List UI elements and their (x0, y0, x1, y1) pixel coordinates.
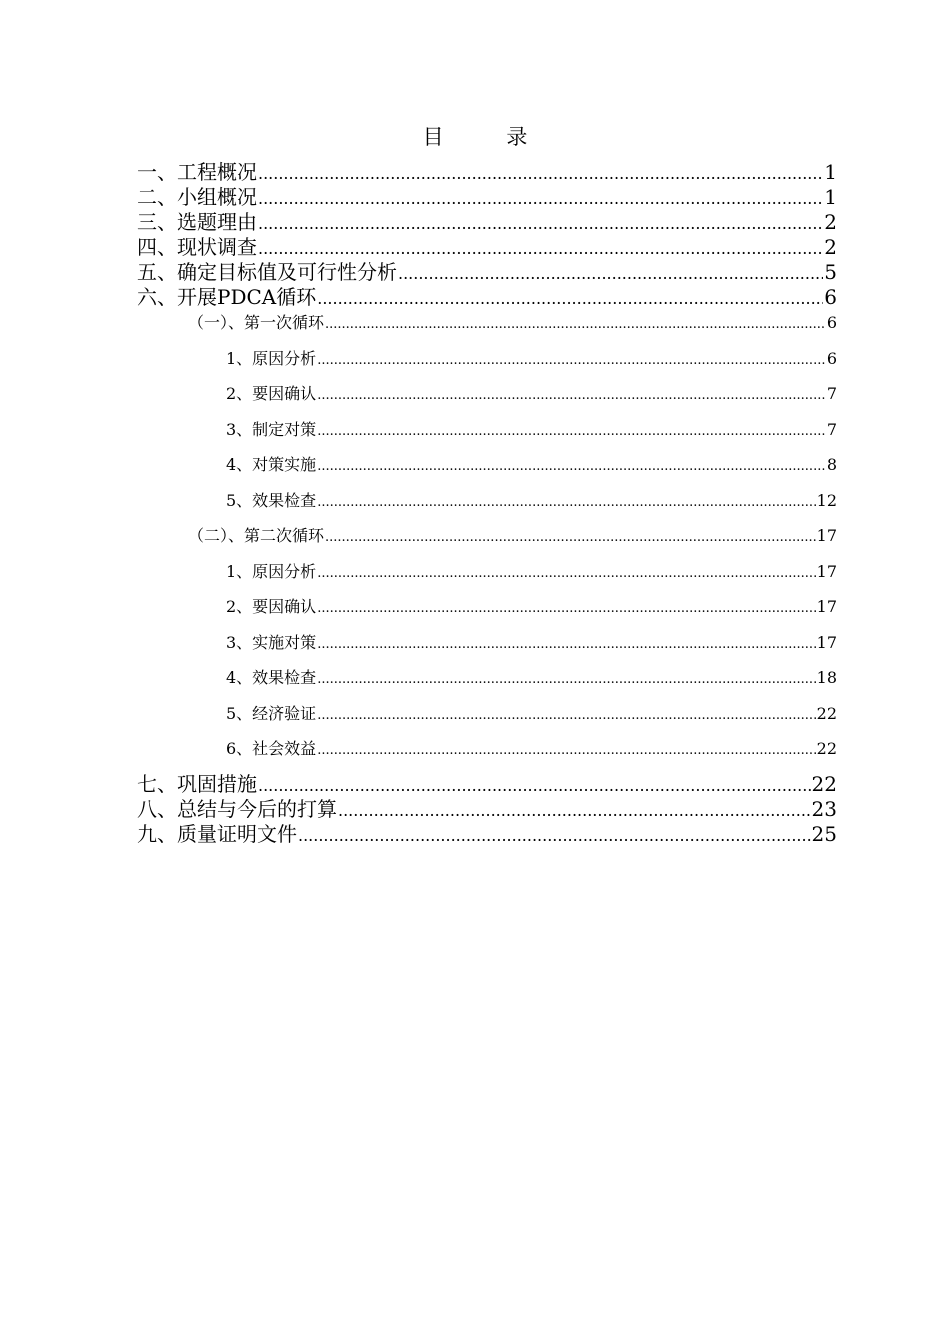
dot-leader (325, 312, 826, 338)
toc-entry-page: 7 (826, 384, 837, 403)
toc-entry-page: 17 (816, 632, 837, 652)
toc-entry-page: 22 (816, 703, 837, 723)
toc-entry-label: 2、要因确认 (226, 384, 317, 403)
toc-entry-page: 6 (826, 348, 837, 368)
toc-entry-8[interactable] (137, 797, 837, 822)
toc-entry-cycle-2-6[interactable] (137, 736, 837, 772)
toc-entry-label: 三、选题理由 (137, 210, 257, 234)
toc-entry-cycle-2-1[interactable] (137, 559, 837, 595)
toc-entry-page: 12 (816, 490, 837, 510)
toc-entry-page: 18 (816, 668, 837, 687)
toc-entry-page: 6 (826, 313, 837, 332)
dot-leader (258, 236, 823, 260)
toc-entry-cycle-2-2[interactable] (137, 594, 837, 630)
dot-leader (317, 348, 826, 374)
toc-entry-page: 2 (824, 210, 837, 234)
dot-leader (258, 161, 823, 185)
toc-entry-label: 九、质量证明文件 (137, 821, 297, 846)
dot-leader (317, 632, 815, 658)
dot-leader (317, 561, 815, 587)
toc-title: 目 录 (422, 125, 556, 149)
toc-entry-label: 四、现状调查 (137, 235, 257, 259)
toc-entry-cycle-1-2[interactable] (137, 381, 837, 417)
toc-entry-cycle-2-5[interactable] (137, 701, 837, 737)
toc-entry-6[interactable] (137, 285, 837, 310)
toc-entry-cycle-1-1[interactable] (137, 346, 837, 382)
dot-leader (317, 286, 823, 310)
toc-entry-1[interactable] (137, 160, 837, 185)
toc-entry-label: 3、制定对策 (226, 419, 317, 439)
dot-leader (317, 738, 815, 764)
toc-entry-label: 5、经济验证 (226, 703, 317, 723)
toc-entry-7[interactable] (137, 772, 837, 797)
toc-entry-3[interactable] (137, 210, 837, 235)
dot-leader (325, 525, 816, 551)
dot-leader (317, 667, 815, 693)
toc-entry-label: 2、要因确认 (226, 597, 317, 616)
toc-entry-label: 4、效果检查 (226, 668, 317, 687)
toc-entry-label: 4、对策实施 (226, 455, 317, 474)
toc-entry-page: 7 (826, 419, 837, 439)
toc-entry-label: 6、社会效益 (226, 739, 317, 758)
toc-entry-page: 6 (824, 285, 837, 309)
toc-entry-label: 六、开展PDCA循环 (137, 285, 317, 309)
toc-entry-4[interactable] (137, 235, 837, 260)
toc-entry-page: 17 (816, 526, 837, 545)
dot-leader (258, 186, 823, 210)
dot-leader (398, 261, 823, 285)
toc-entry-page: 17 (816, 561, 837, 581)
toc-entry-label: 八、总结与今后的打算 (137, 796, 337, 821)
toc-entry-page: 25 (811, 821, 837, 846)
toc-entry-page: 1 (824, 185, 837, 209)
toc-entry-cycle-2-4[interactable] (137, 665, 837, 701)
toc-entry-2[interactable] (137, 185, 837, 210)
toc-entry-label: 一、工程概况 (137, 160, 257, 184)
toc-entry-label: 五、确定目标值及可行性分析 (137, 260, 397, 284)
toc-entry-label: （一）、第一次循环 (188, 313, 325, 332)
table-of-contents (137, 160, 837, 847)
dot-leader (317, 596, 815, 622)
toc-entry-cycle-1[interactable] (137, 310, 837, 346)
toc-entry-label: （二）、第二次循环 (188, 526, 325, 545)
toc-entry-label: 二、小组概况 (137, 185, 257, 209)
toc-entry-label: 七、巩固措施 (137, 771, 257, 796)
dot-leader (298, 823, 811, 847)
dot-leader (258, 211, 823, 235)
toc-entry-cycle-2-3[interactable] (137, 630, 837, 666)
toc-entry-cycle-1-4[interactable] (137, 452, 837, 488)
toc-entry-page: 8 (826, 455, 837, 474)
dot-leader (317, 703, 815, 729)
toc-entry-page: 22 (811, 771, 837, 796)
toc-entry-page: 5 (824, 260, 837, 284)
dot-leader (338, 798, 811, 822)
toc-entry-label: 1、原因分析 (226, 348, 317, 368)
toc-entry-9[interactable] (137, 822, 837, 847)
dot-leader (317, 454, 826, 480)
toc-entry-label: 1、原因分析 (226, 561, 317, 581)
toc-entry-page: 1 (824, 160, 837, 184)
toc-entry-label: 5、效果检查 (226, 490, 317, 510)
dot-leader (258, 773, 811, 797)
toc-entry-page: 23 (811, 796, 837, 821)
toc-entry-page: 17 (816, 597, 837, 616)
dot-leader (317, 490, 815, 516)
toc-entry-cycle-2[interactable] (137, 523, 837, 559)
toc-entry-cycle-1-3[interactable] (137, 417, 837, 453)
toc-entry-cycle-1-5[interactable] (137, 488, 837, 524)
toc-entry-page: 2 (824, 235, 837, 259)
toc-entry-5[interactable] (137, 260, 837, 285)
dot-leader (317, 419, 826, 445)
toc-entry-page: 22 (816, 739, 837, 758)
toc-entry-label: 3、实施对策 (226, 632, 317, 652)
dot-leader (317, 383, 826, 409)
